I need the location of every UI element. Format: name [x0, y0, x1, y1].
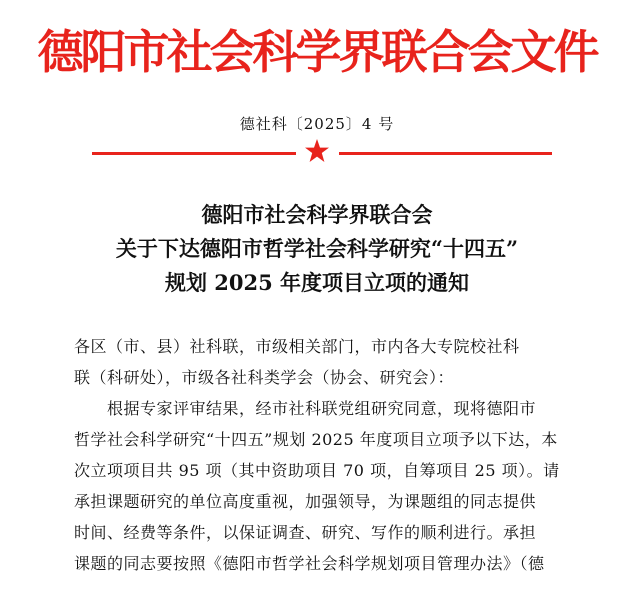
notice-title-line-2: 关于下达德阳市哲学社会科学研究“十四五” — [115, 236, 519, 261]
body-line: 时间、经费等条件，以保证调查、研究、写作的顺利进行。承担 — [74, 523, 537, 542]
star-shape — [305, 139, 329, 162]
body-line: 次立项项目共 95 项（其中资助项目 70 项，自筹项目 25 项）。请 — [74, 461, 560, 480]
notice-title-line-3: 规划 2025 年度项目立项的通知 — [164, 270, 470, 295]
body-line: 承担课题研究的单位高度重视，加强领导，为课题组的同志提供 — [74, 492, 537, 511]
red-divider-right — [339, 152, 552, 155]
red-divider-left — [92, 152, 296, 155]
notice-title-line-1: 德阳市社会科学界联合会 — [201, 202, 433, 227]
body-line: 根据专家评审结果，经市社科联党组研究同意，现将德阳市 — [74, 399, 537, 418]
document-number: 德社科〔2025〕4 号 — [239, 115, 395, 133]
red-star-icon — [304, 138, 330, 164]
body-line: 各区（市、县）社科联，市级相关部门，市内各大专院校社科 — [74, 337, 520, 356]
body-line: 课题的同志要按照《德阳市哲学社会科学规划项目管理办法》（德 — [74, 554, 545, 573]
document-masthead: 德阳市社会科学界联合会文件 — [37, 25, 597, 79]
body-line: 联（科研处），市级各社科类学会（协会、研究会）： — [74, 368, 455, 387]
body-line: 哲学社会科学研究“十四五”规划 2025 年度项目立项予以下达，本 — [74, 430, 558, 449]
